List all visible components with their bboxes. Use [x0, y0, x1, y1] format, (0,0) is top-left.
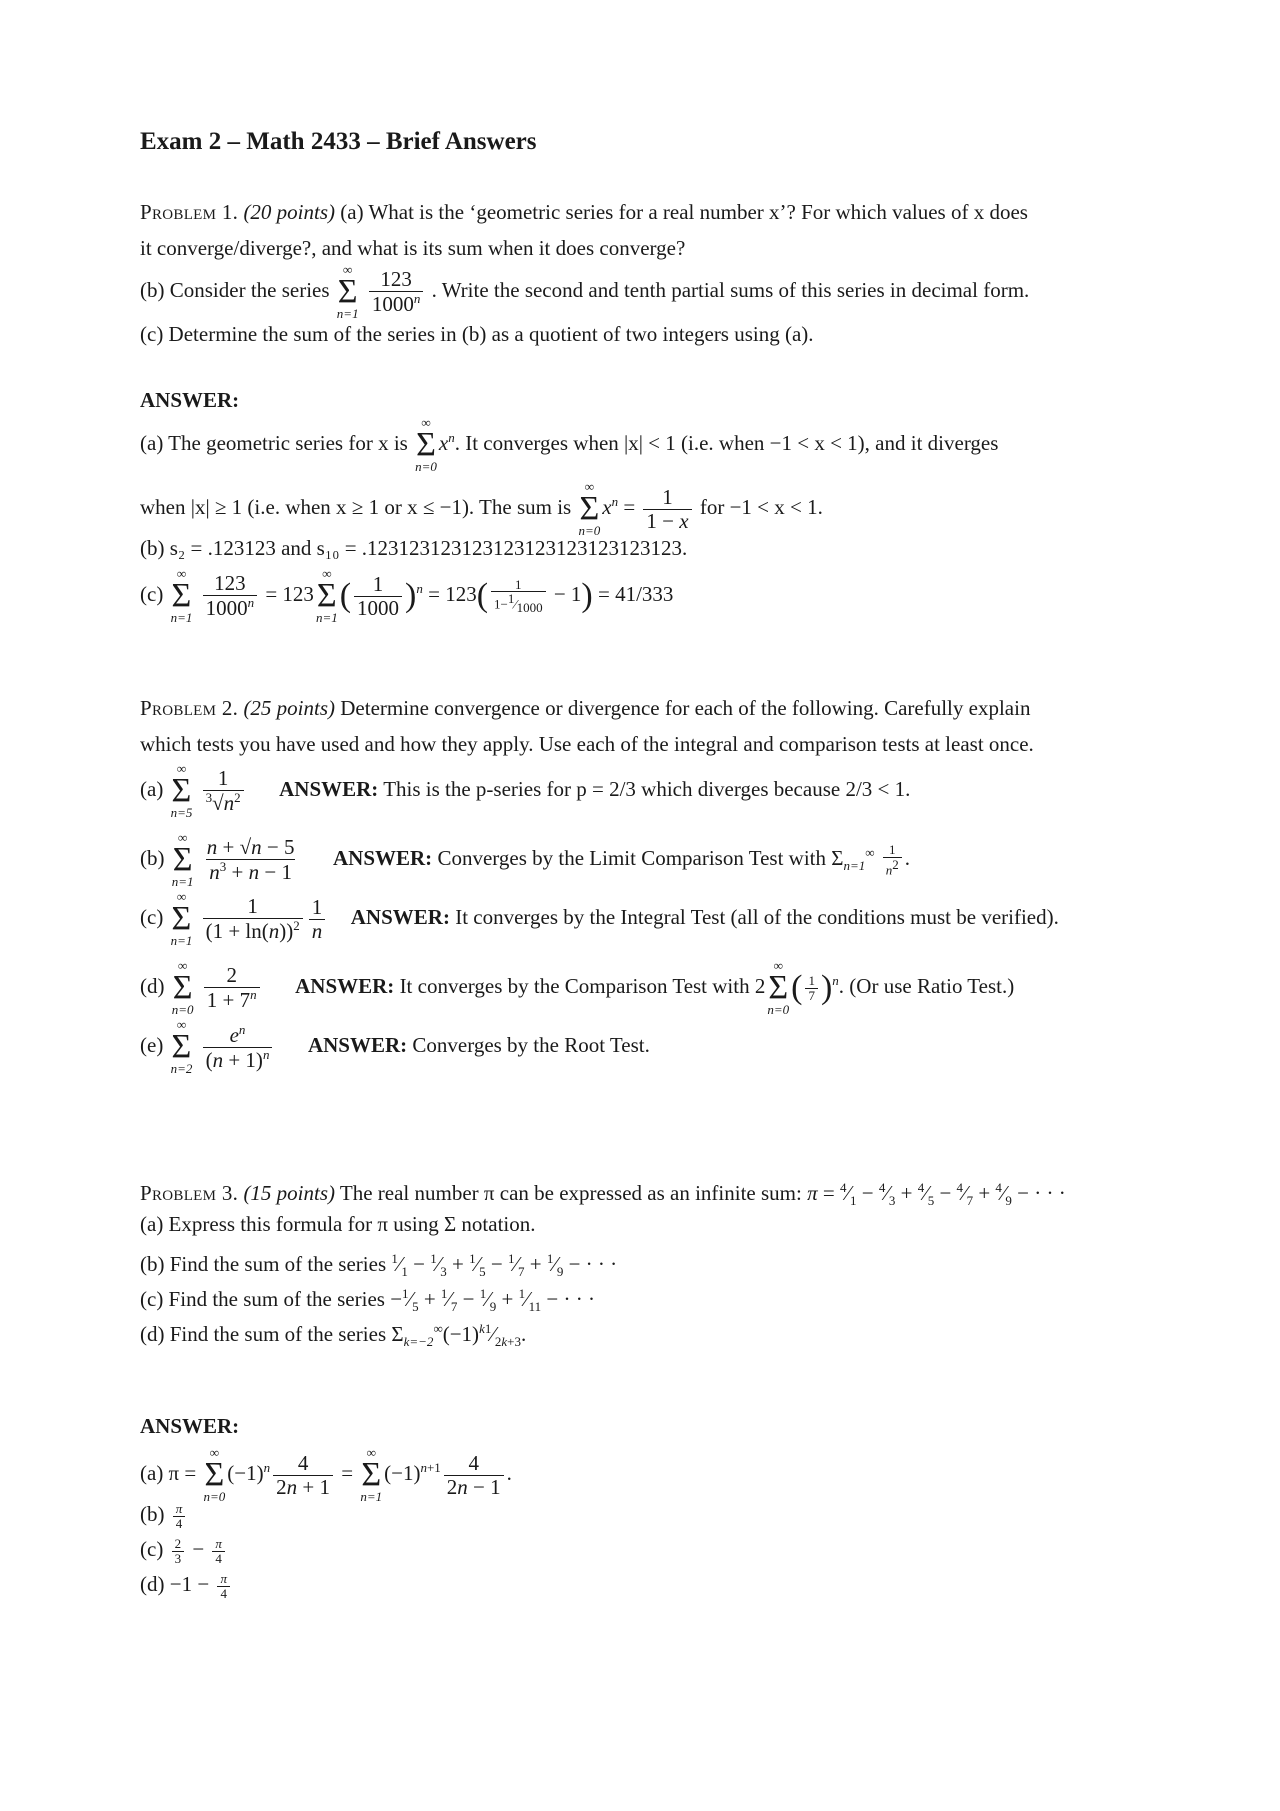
- problem1-points: (20 points): [243, 200, 336, 224]
- answer-label: ANSWER:: [333, 846, 433, 870]
- problem2-intro-text: Determine convergence or divergence for each of the following. Carefully explain: [340, 696, 1031, 720]
- problem1-answer-c: (c) ∞ Σ n=1 $\frac{123}{1000^n}$ = 123 ∞ Σ n=1 ( $\frac{1}{1000}$ )$^n$ = 123( $\frac{1}{1-^1⁄_{1000}}$ − 1) = 41/333: [140, 566, 674, 626]
- problem3-answer-a: (a) π = ∞ Σ n=0 $(-1)^n$ $\frac{4}{2n + 1}$ = ∞ Σ n=1 $(-1)^{n+1}$ $\frac{4}{2n - 1}$ .: [140, 1445, 512, 1505]
- problem1-question-a-line2: it converge/diverge?, and what is its sum when it does converge?: [140, 236, 686, 260]
- problem2-points: (25 points): [243, 696, 336, 720]
- fraction: $\frac{1}{1 - x}$: [643, 486, 691, 533]
- fraction: $\frac{e^n}{(n + 1)^n}$: [203, 1023, 273, 1072]
- problem1-question-a-text: (a) What is the ‘geometric series for a real number x’? For which values of x does: [340, 200, 1028, 224]
- part-label: (c): [140, 905, 164, 929]
- fraction: $\frac{2}{3}$: [172, 1537, 185, 1565]
- sum-symbol: ∞ Σ n=1: [315, 566, 338, 626]
- problem2-intro-line2: which tests you have used and how they apply. Use each of the integral and comparison tests at least once.: [140, 732, 1034, 756]
- fraction: $\frac{1}{(1 + \ln(n))^2}$: [203, 895, 303, 943]
- fraction: $\frac{1}{7}$: [805, 974, 818, 1002]
- problem3-question-c-text: (c) Find the sum of the series: [140, 1287, 385, 1311]
- problem3-answer-c: (c) $\frac{2}{3}$ − $\frac{\pi}{4}$: [140, 1535, 1150, 1565]
- part-answer: Converges by the Limit Comparison Test with: [437, 846, 826, 870]
- problem3-answer-b: [140, 1500, 1150, 1530]
- fraction: $\frac{4}{2n + 1}$: [273, 1452, 333, 1499]
- problem3-answer-heading: ANSWER:: [140, 1414, 240, 1438]
- problem3-question-b: (b) Find the sum of the series $^1⁄_1$ − $^1⁄_3$ + $^1⁄_5$ − $^1⁄_7$ + $^1⁄_9$ − · · ·: [140, 1251, 618, 1280]
- problem2-label: Problem 2.: [140, 696, 239, 720]
- sum-symbol: ∞ Σ n=0: [203, 1445, 226, 1505]
- sum-symbol: ∞ Σ n=1: [360, 1445, 383, 1505]
- problem1-label: Problem 1.: [140, 200, 239, 224]
- problem1-answer-b: (b) s₂ = .123123 and s₁₀ = .123123123123123123123123123123.: [140, 536, 688, 560]
- problem1-answer-a-post: . It converges when |x| < 1 (i.e. when −1 < x < 1), and it diverges: [454, 431, 999, 455]
- answer-label: ANSWER:: [307, 1033, 408, 1057]
- fraction: $\frac{2}{1 + 7^n}$: [204, 964, 260, 1012]
- answer-label: ANSWER:: [279, 777, 379, 801]
- fraction: $\frac{1}{n^2}$: [883, 843, 902, 877]
- problem1-answer-heading: ANSWER:: [140, 388, 240, 412]
- problem3-points: (15 points): [243, 1181, 336, 1205]
- part-answer: Converges by the Root Test.: [412, 1033, 650, 1057]
- problem1-question-b-pre: (b) Consider the series: [140, 278, 330, 302]
- fraction: $\frac{1}{1000}$: [354, 573, 402, 620]
- problem1-question-c: (c) Determine the sum of the series in (b) as a quotient of two integers using (a).: [140, 322, 814, 346]
- problem2-part-e: [140, 1012, 1150, 1078]
- problem1-answer-a-line1: (a) The geometric series for x is ∞ Σ n=0 $x^n$. It converges when |x| < 1 (i.e. when −1 < x < 1), and it diverges: [140, 415, 999, 475]
- answer-label: ANSWER:: [350, 905, 450, 929]
- problem1-answer-a-line2-pre: when |x| ≥ 1 (i.e. when x ≥ 1 or x ≤ −1). The sum is: [140, 495, 572, 519]
- part-answer: This is the p-series for p = 2/3 which diverges because 2/3 < 1.: [383, 777, 911, 801]
- part-answer: It converges by the Integral Test (all of the conditions must be verified).: [455, 905, 1059, 929]
- sum-symbol: ∞ Σ n=0: [578, 479, 601, 539]
- part-label: (d): [140, 974, 165, 998]
- fraction: $\frac{123}{1000^n}$: [203, 572, 258, 620]
- page-title: Exam 2 – Math 2433 – Brief Answers: [140, 128, 537, 155]
- problem3-answer-c-label: (c): [140, 1537, 164, 1561]
- sum-symbol: ∞ Σ n=0: [171, 958, 194, 1018]
- sum-symbol: ∞ Σ n=1: [170, 566, 193, 626]
- fraction: $\frac{1}{1-^1⁄_{1000}}$: [491, 578, 546, 615]
- part-label: (a): [140, 777, 164, 801]
- problem1-answer-a-line2-post: for −1 < x < 1.: [699, 495, 823, 519]
- part-label: (e): [140, 1033, 164, 1057]
- problem1-answer-c-label: (c): [140, 582, 164, 606]
- problem3-question-c: (c) Find the sum of the series $-^1⁄_5$ + $^1⁄_7$ − $^1⁄_9$ + $^1⁄_{11}$ − · · ·: [140, 1286, 595, 1315]
- problem1-question-b: [140, 258, 1150, 322]
- fraction: $\frac{1}{n}$: [309, 896, 326, 943]
- problem3-intro: Problem 3. (15 points) The real number π can be expressed as an infinite sum: $\pi = ^4⁄_1$ − $^4⁄_3$ + $^4⁄_5$ − $^4⁄_7$ + $^4⁄_9$ − · · ·: [140, 1180, 1066, 1209]
- problem2-part-c: [140, 884, 1150, 950]
- sum-symbol: ∞ Σ n=5: [170, 761, 193, 821]
- fraction: $\frac{1}{^3√n^2}$: [203, 767, 244, 815]
- problem1-question-b-post: . Write the second and tenth partial sums of this series in decimal form.: [431, 278, 1030, 302]
- part-answer: It converges by the Comparison Test with 2: [399, 974, 766, 998]
- problem3-answer-a-label: (a) π =: [140, 1461, 197, 1485]
- problem2-part-d: (d) ∞ Σ n=0 $\frac{2}{1 + 7^n}$ ANSWER: It converges by the Comparison Test with 2 ∞ Σ n=0 ( $\frac{1}{7}$ )$^n$. (Or use Ratio Test.): [140, 958, 1015, 1018]
- problem1-question-a-line1: [140, 198, 1150, 226]
- problem3-question-a: (a) Express this formula for π using Σ notation.: [140, 1212, 536, 1236]
- sum-symbol: ∞ Σ n=1: [336, 262, 359, 322]
- fraction: $\frac{\pi}{4}$: [173, 1502, 186, 1530]
- problem3-label: Problem 3.: [140, 1181, 239, 1205]
- problem2-intro-line1: [140, 694, 1150, 722]
- problem3-question-b-text: (b) Find the sum of the series: [140, 1252, 387, 1276]
- problem3-question-d: (d) Find the sum of the series $\Sigma_{k=-2}^\infty(-1)^{k1}⁄_{2k+3}$.: [140, 1321, 527, 1350]
- problem1-answer-c-result: = 41/333: [597, 582, 674, 606]
- sum-symbol: ∞ Σ n=0: [415, 415, 437, 475]
- sum-symbol: ∞ Σ n=1: [170, 889, 193, 949]
- sum-symbol: ∞ Σ n=0: [767, 958, 790, 1018]
- answer-label: ANSWER:: [295, 974, 395, 998]
- sum-symbol: ∞ Σ n=2: [170, 1017, 193, 1077]
- problem3-question-d-text: (d) Find the sum of the series: [140, 1322, 387, 1346]
- sum-symbol: ∞ Σ n=1: [171, 830, 194, 890]
- fraction: $\frac{\pi}{4}$: [212, 1537, 225, 1565]
- problem1-answer-a-pre: (a) The geometric series for x is: [140, 431, 408, 455]
- part-answer-post: . (Or use Ratio Test.): [838, 974, 1015, 998]
- problem3-answer-d-label: (d) −1 −: [140, 1572, 210, 1596]
- fraction: $\frac{123}{1000^n}$: [369, 268, 424, 316]
- fraction: $\frac{4}{2n - 1}$: [444, 1452, 504, 1499]
- problem1-answer-a-line2: when |x| ≥ 1 (i.e. when x ≥ 1 or x ≤ −1). The sum is ∞ Σ n=0 $x^n$ = $\frac{1}{1 - x}$ for −1 < x < 1.: [140, 479, 823, 539]
- problem3-answer-d: [140, 1570, 1150, 1600]
- problem2-part-a: [140, 756, 1150, 822]
- problem2-part-b: (b) ∞ Σ n=1 $\frac{n + √n - 5}{n^3 + n - 1}$ ANSWER: Converges by the Limit Comparison Test with $\Sigma_{n=1}^\infty$ $\frac{1}{n^2}$ .: [140, 830, 911, 890]
- problem3-intro-text: The real number π can be expressed as an infinite sum:: [339, 1181, 802, 1205]
- problem3-answer-b-label: (b): [140, 1502, 165, 1526]
- fraction: $\frac{n + √n - 5}{n^3 + n - 1}$: [206, 835, 295, 885]
- fraction: $\frac{\pi}{4}$: [217, 1572, 230, 1600]
- part-label: (b): [140, 846, 165, 870]
